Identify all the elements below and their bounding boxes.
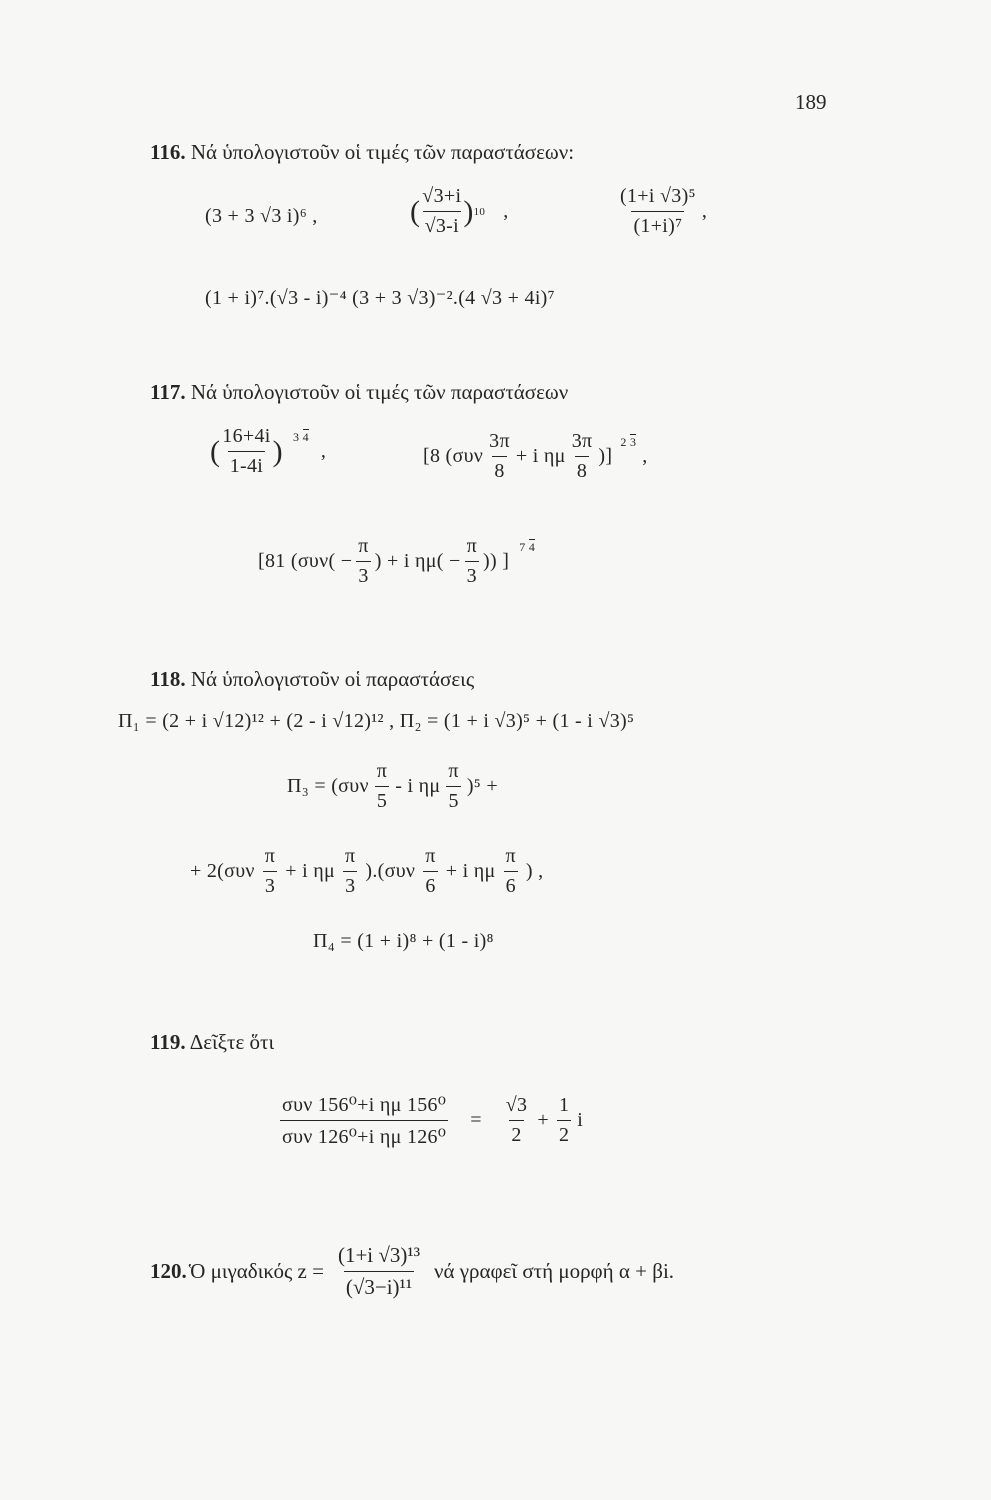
problem-118-heading [150, 667, 474, 692]
text: )) ] [483, 550, 510, 572]
text: + i ημ [515, 445, 566, 467]
numerator: 3π [571, 430, 593, 452]
expr-116-line2: (1 + i)⁷.(√3 - i)⁻⁴ (3 + 3 √3)⁻².(4 √3 + 4i)⁷ [205, 287, 555, 309]
problem-116-heading [150, 140, 574, 165]
problem-118-text: Νά ὑπολογιστοῦν οἱ παραστάσεις [190, 667, 475, 691]
numerator: π [264, 845, 276, 867]
denominator: (1+i)⁷ [631, 211, 684, 238]
denominator: √3-i [423, 211, 461, 238]
fraction [343, 845, 357, 898]
fraction [220, 425, 272, 478]
equals-sign: = [470, 1109, 482, 1131]
numerator: π [345, 845, 356, 867]
expr-117-b: [8 (συν $\frac{3\pi}{8}$ + i ημ $\frac{3\pi}{8}$ )] 2 3 , [423, 430, 648, 482]
denominator: 6 [423, 871, 437, 898]
problem-119-number: 119. [150, 1030, 186, 1054]
denominator: 8 [492, 456, 506, 483]
fraction [356, 535, 370, 588]
denominator: 3 [343, 871, 357, 898]
denominator: 3 [465, 561, 479, 588]
problem-117-number: 117. [150, 380, 186, 404]
denominator: 5 [375, 786, 389, 813]
denominator: 3 [356, 561, 370, 588]
problem-120-text-b: νά γραφεῖ στή μορφή α + βi. [433, 1259, 675, 1283]
problem-118-number: 118. [150, 667, 186, 691]
exponent-fraction [293, 431, 309, 443]
fraction [375, 760, 389, 813]
exponent-fraction [620, 436, 636, 448]
text: [8 (συν [423, 445, 484, 467]
denominator: συν 126⁰+i ημ 126⁰ [280, 1120, 448, 1149]
fraction [557, 1094, 571, 1147]
fraction [618, 185, 698, 238]
denominator: 3 [629, 434, 637, 449]
fraction [570, 430, 595, 483]
problem-120 [150, 1243, 674, 1300]
numerator: 2 [620, 434, 627, 449]
denominator: 4 [302, 429, 309, 444]
denominator: 2 [557, 1120, 571, 1147]
text: )⁵ + [466, 775, 498, 797]
numerator: 7 [519, 539, 526, 554]
numerator: 1 [558, 1094, 570, 1116]
denominator: 6 [504, 871, 518, 898]
expr-118-pi3 [287, 760, 498, 813]
text: )] [598, 445, 613, 467]
problem-120-text-a: Ὁ μιγαδικός z = [188, 1259, 324, 1283]
denominator: 2 [509, 1120, 523, 1147]
text: [81 (συν( − [258, 550, 353, 572]
numerator: π [376, 760, 388, 782]
fraction [504, 845, 518, 898]
imaginary-unit: i [577, 1109, 584, 1131]
problem-120-number: 120. [150, 1259, 187, 1283]
fraction [446, 760, 460, 813]
text: ).(συν [365, 860, 416, 882]
problem-117-heading [150, 380, 568, 405]
text: + i ημ [445, 860, 496, 882]
fraction [465, 535, 479, 588]
numerator: 3π [489, 430, 510, 452]
fraction [336, 1243, 422, 1300]
problem-116-number: 116. [150, 140, 186, 164]
denominator: 1-4i [228, 451, 265, 478]
numerator: (1+i √3)¹³ [337, 1243, 420, 1267]
text: ) , [525, 860, 544, 882]
numerator: π [466, 535, 478, 557]
numerator: π [425, 845, 436, 867]
expr-117-c [258, 535, 535, 588]
problem-119-heading [150, 1030, 274, 1055]
denominator: 3 [263, 871, 277, 898]
expr-118-pi1-pi2: Π₁ = (2 + i √12)¹² + (2 - i √12)¹² , Π₂ = (1 + i √3)⁵ + (1 - i √3)⁵ [118, 710, 635, 732]
numerator: συν 156⁰+i ημ 156⁰ [282, 1094, 447, 1116]
expr-118-pi4: Π₄ = (1 + i)⁸ + (1 - i)⁸ [313, 930, 494, 952]
numerator: √3 [505, 1094, 528, 1116]
expr-119 [280, 1092, 583, 1149]
fraction [487, 430, 512, 483]
fraction [504, 1094, 530, 1147]
fraction [420, 185, 463, 238]
expr-116-c: $\frac{\text{(1+i √3)⁵}}{\text{(1+i)⁷}}$ , [620, 185, 708, 237]
numerator: √3+i [422, 185, 462, 207]
fraction [280, 1092, 448, 1149]
denominator: 4 [528, 539, 536, 554]
expr-116-a: (3 + 3 √3 i)⁶ , [205, 205, 318, 227]
exponent-fraction [519, 541, 535, 553]
expr-116-b: ( $\frac{√3+i}{√3-i}$ ) 10 , [410, 185, 509, 237]
expr-118-pi3-line2 [190, 845, 543, 898]
numerator: 3 [292, 429, 300, 444]
text: + i ημ [285, 860, 336, 882]
denominator: (√3−i)¹¹ [344, 1271, 414, 1300]
numerator: 16+4i [222, 425, 271, 447]
denominator: 8 [575, 456, 589, 483]
fraction [423, 845, 437, 898]
expr-117-a: ( $\frac{16+4i}{1-4i}$ ) 3 4 , [210, 425, 327, 477]
page-number: 189 [795, 90, 827, 114]
problem-117-text: Νά ὑπολογιστοῦν οἱ τιμές τῶν παραστάσεων [190, 380, 569, 404]
text: - i ημ [395, 775, 441, 797]
numerator: (1+i √3)⁵ [620, 185, 696, 207]
plus-sign: + [537, 1109, 549, 1131]
numerator: π [358, 535, 369, 557]
problem-119-text: Δεῖξτε ὅτι [189, 1030, 275, 1054]
fraction [263, 845, 277, 898]
text: ) + i ημ( − [374, 550, 461, 572]
numerator: π [505, 845, 516, 867]
problem-116-text: Νά ὑπολογιστοῦν οἱ τιμές τῶν παραστάσεων: [190, 140, 575, 164]
text: + 2(συν [190, 860, 255, 882]
numerator: π [448, 760, 459, 782]
text: Π₃ = (συν [287, 775, 369, 797]
denominator: 5 [446, 786, 460, 813]
